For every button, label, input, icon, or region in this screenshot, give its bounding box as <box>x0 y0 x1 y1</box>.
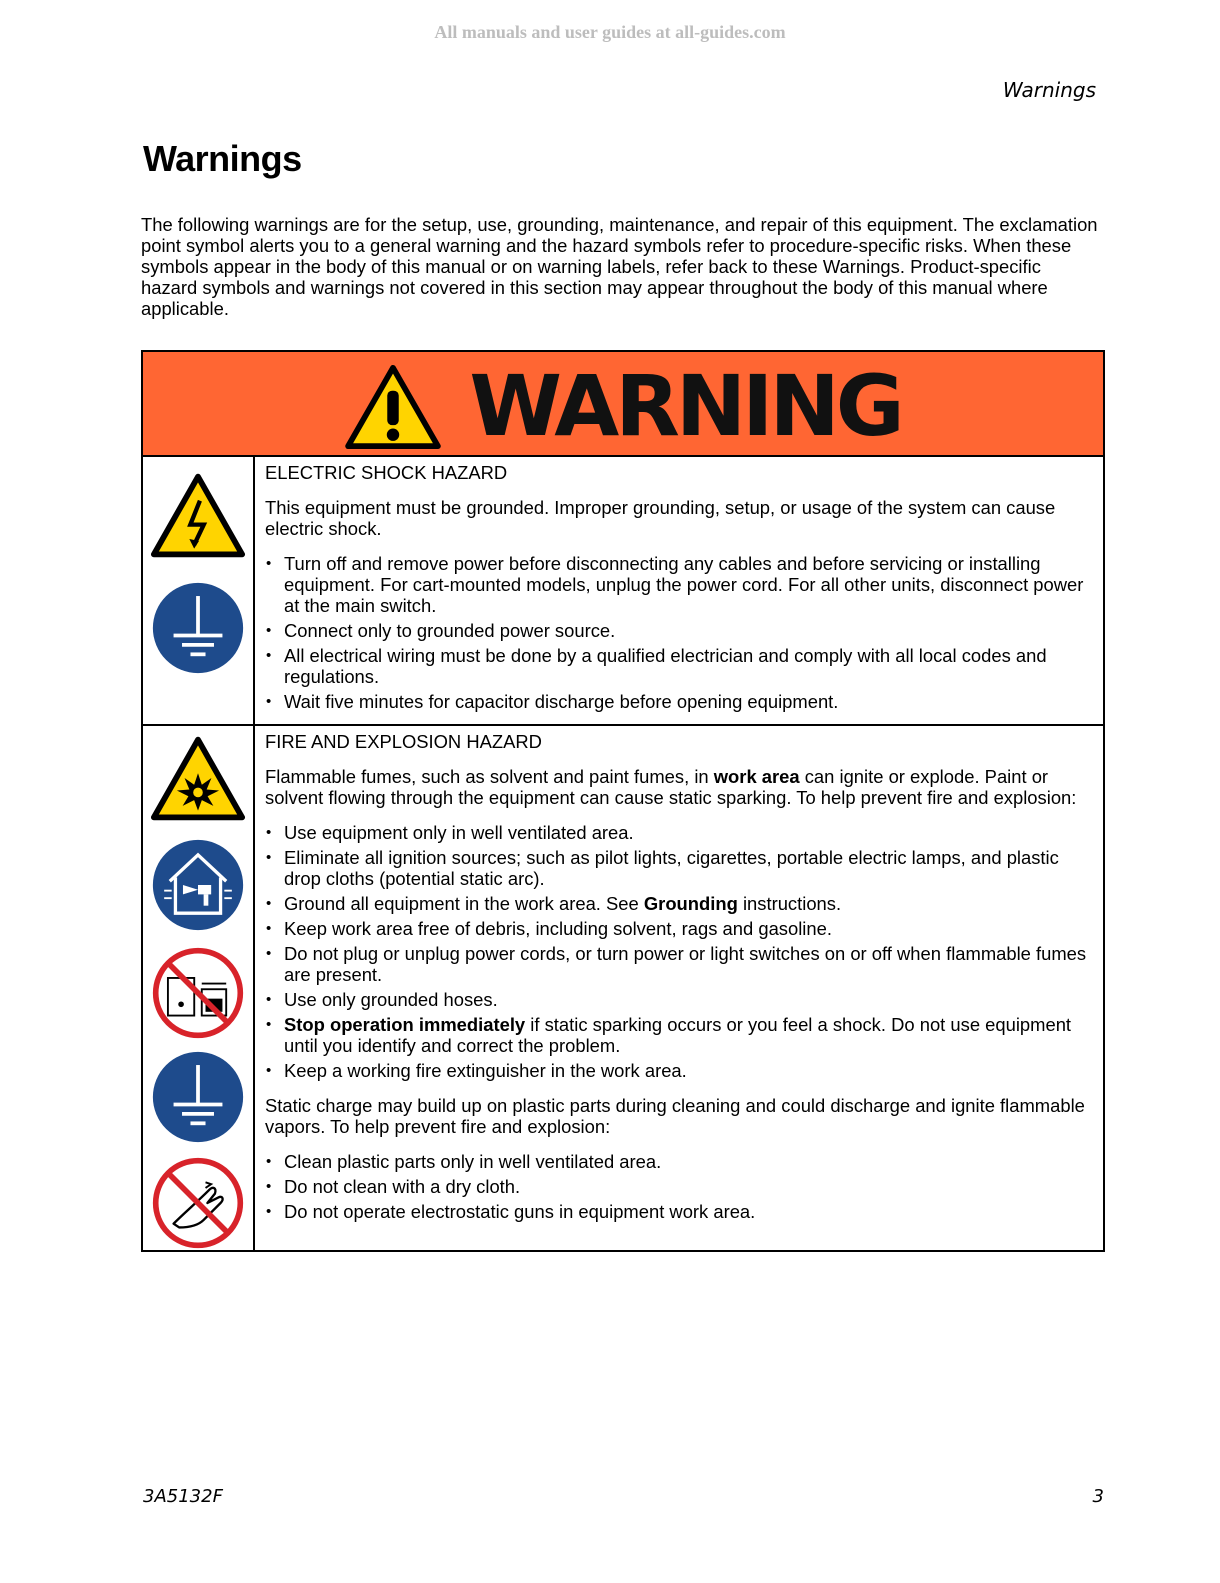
list-item: • Do not plug or unplug power cords, or turn power or light switches on or off when flammable fumes are present. <box>265 943 1093 985</box>
list-item: • Eliminate all ignition sources; such as pilot lights, cigarettes, portable electric lamps, and plastic drop cloths (potential static arc). <box>265 847 1093 889</box>
ground-symbol-icon <box>151 581 245 675</box>
electric-icons <box>143 457 255 724</box>
grounding-text-start: Ground all equipment in the work area. See <box>284 893 644 914</box>
fire-bullets <box>265 822 1093 1081</box>
no-dry-cloth-icon <box>151 1156 245 1250</box>
fire-para1-start: Flammable fumes, such as solvent and paint fumes, in <box>265 766 714 787</box>
list-item: • Use only grounded hoses. <box>265 989 1093 1010</box>
fire-icons <box>143 726 255 1250</box>
list-item <box>265 893 1093 914</box>
fire-explosion-row <box>143 724 1103 1250</box>
electric-shock-row <box>143 457 1103 724</box>
stop-operation-term: Stop operation immediately <box>284 1014 526 1035</box>
warning-table <box>141 350 1105 1252</box>
fire-paragraph-2: Static charge may build up on plastic parts during cleaning and could discharge and ignite flammable vapors. To help prevent fire and explosion: <box>265 1095 1085 1137</box>
list-item: • All electrical wiring must be done by a qualified electrician and comply with all local codes and regulations. <box>265 645 1093 687</box>
list-item <box>265 1014 1093 1056</box>
page-title: Warnings <box>143 138 302 179</box>
explosion-warning-icon <box>150 734 246 824</box>
stop-operation-text: if static sparking occurs or you feel a shock. Do not use equipment until you identify and correct the problem. <box>284 1014 1072 1056</box>
electric-bullets <box>265 553 1093 712</box>
list-item: • Keep a working fire extinguisher in the work area. <box>265 1060 1093 1081</box>
list-item: • Keep work area free of debris, including solvent, rags and gasoline. <box>265 918 1093 939</box>
list-item: • Do not clean with a dry cloth. <box>265 1176 1093 1197</box>
ventilation-icon <box>151 838 245 932</box>
electric-title: ELECTRIC SHOCK HAZARD <box>265 462 508 483</box>
work-area-term: work area <box>713 766 800 787</box>
static-bullets <box>265 1151 1093 1222</box>
fire-paragraph-1 <box>265 766 1093 808</box>
watermark: All manuals and user guides at all-guides.com <box>434 22 786 42</box>
document-number: 3A5132F <box>143 1486 223 1507</box>
banner-label: WARNING <box>469 356 901 455</box>
ground-symbol-icon <box>151 1050 245 1144</box>
no-ignition-sources-icon <box>151 946 245 1040</box>
electric-text <box>255 457 1103 724</box>
list-item: • Connect only to grounded power source. <box>265 620 1093 641</box>
fire-title: FIRE AND EXPLOSION HAZARD <box>265 731 542 752</box>
list-item: • Do not operate electrostatic guns in equipment work area. <box>265 1201 1093 1222</box>
list-item: • Wait five minutes for capacitor discharge before opening equipment. <box>265 691 1093 712</box>
running-head: Warnings <box>1002 78 1096 102</box>
intro-paragraph: The following warnings are for the setup, use, grounding, maintenance, and repair of this equipment. The exclamation point symbol alerts you to a general warning and the hazard symbols refer to procedure-specific risks. When these symbols appear in the body of this manual or on warning labels, refer back to these Warnings. Product-specific hazard symbols and warnings not covered in this section may appear throughout the body of this manual where applicable. <box>141 214 1098 319</box>
list-item: • Clean plastic parts only in well ventilated area. <box>265 1151 1093 1172</box>
grounding-text-end: instructions. <box>737 893 842 914</box>
fire-para1-end: can ignite or explode. Paint or solvent flowing through the equipment can cause static sparking. To help prevent fire and explosion: <box>265 766 1077 808</box>
grounding-reference: Grounding <box>643 893 738 914</box>
page-number: 3 <box>1092 1486 1104 1507</box>
list-item: • Turn off and remove power before disconnecting any cables and before servicing or installing equipment. For cart-mounted models, unplug the power cord. For all other units, disconnect power at the main switch. <box>265 553 1093 616</box>
electric-shock-warning-icon <box>150 471 246 561</box>
fire-text <box>255 726 1103 1250</box>
warning-banner <box>143 352 1103 457</box>
exclamation-warning-icon <box>345 364 441 450</box>
list-item: • Use equipment only in well ventilated area. <box>265 822 1093 843</box>
electric-paragraph: This equipment must be grounded. Improper grounding, setup, or usage of the system can cause electric shock. <box>265 497 1056 539</box>
